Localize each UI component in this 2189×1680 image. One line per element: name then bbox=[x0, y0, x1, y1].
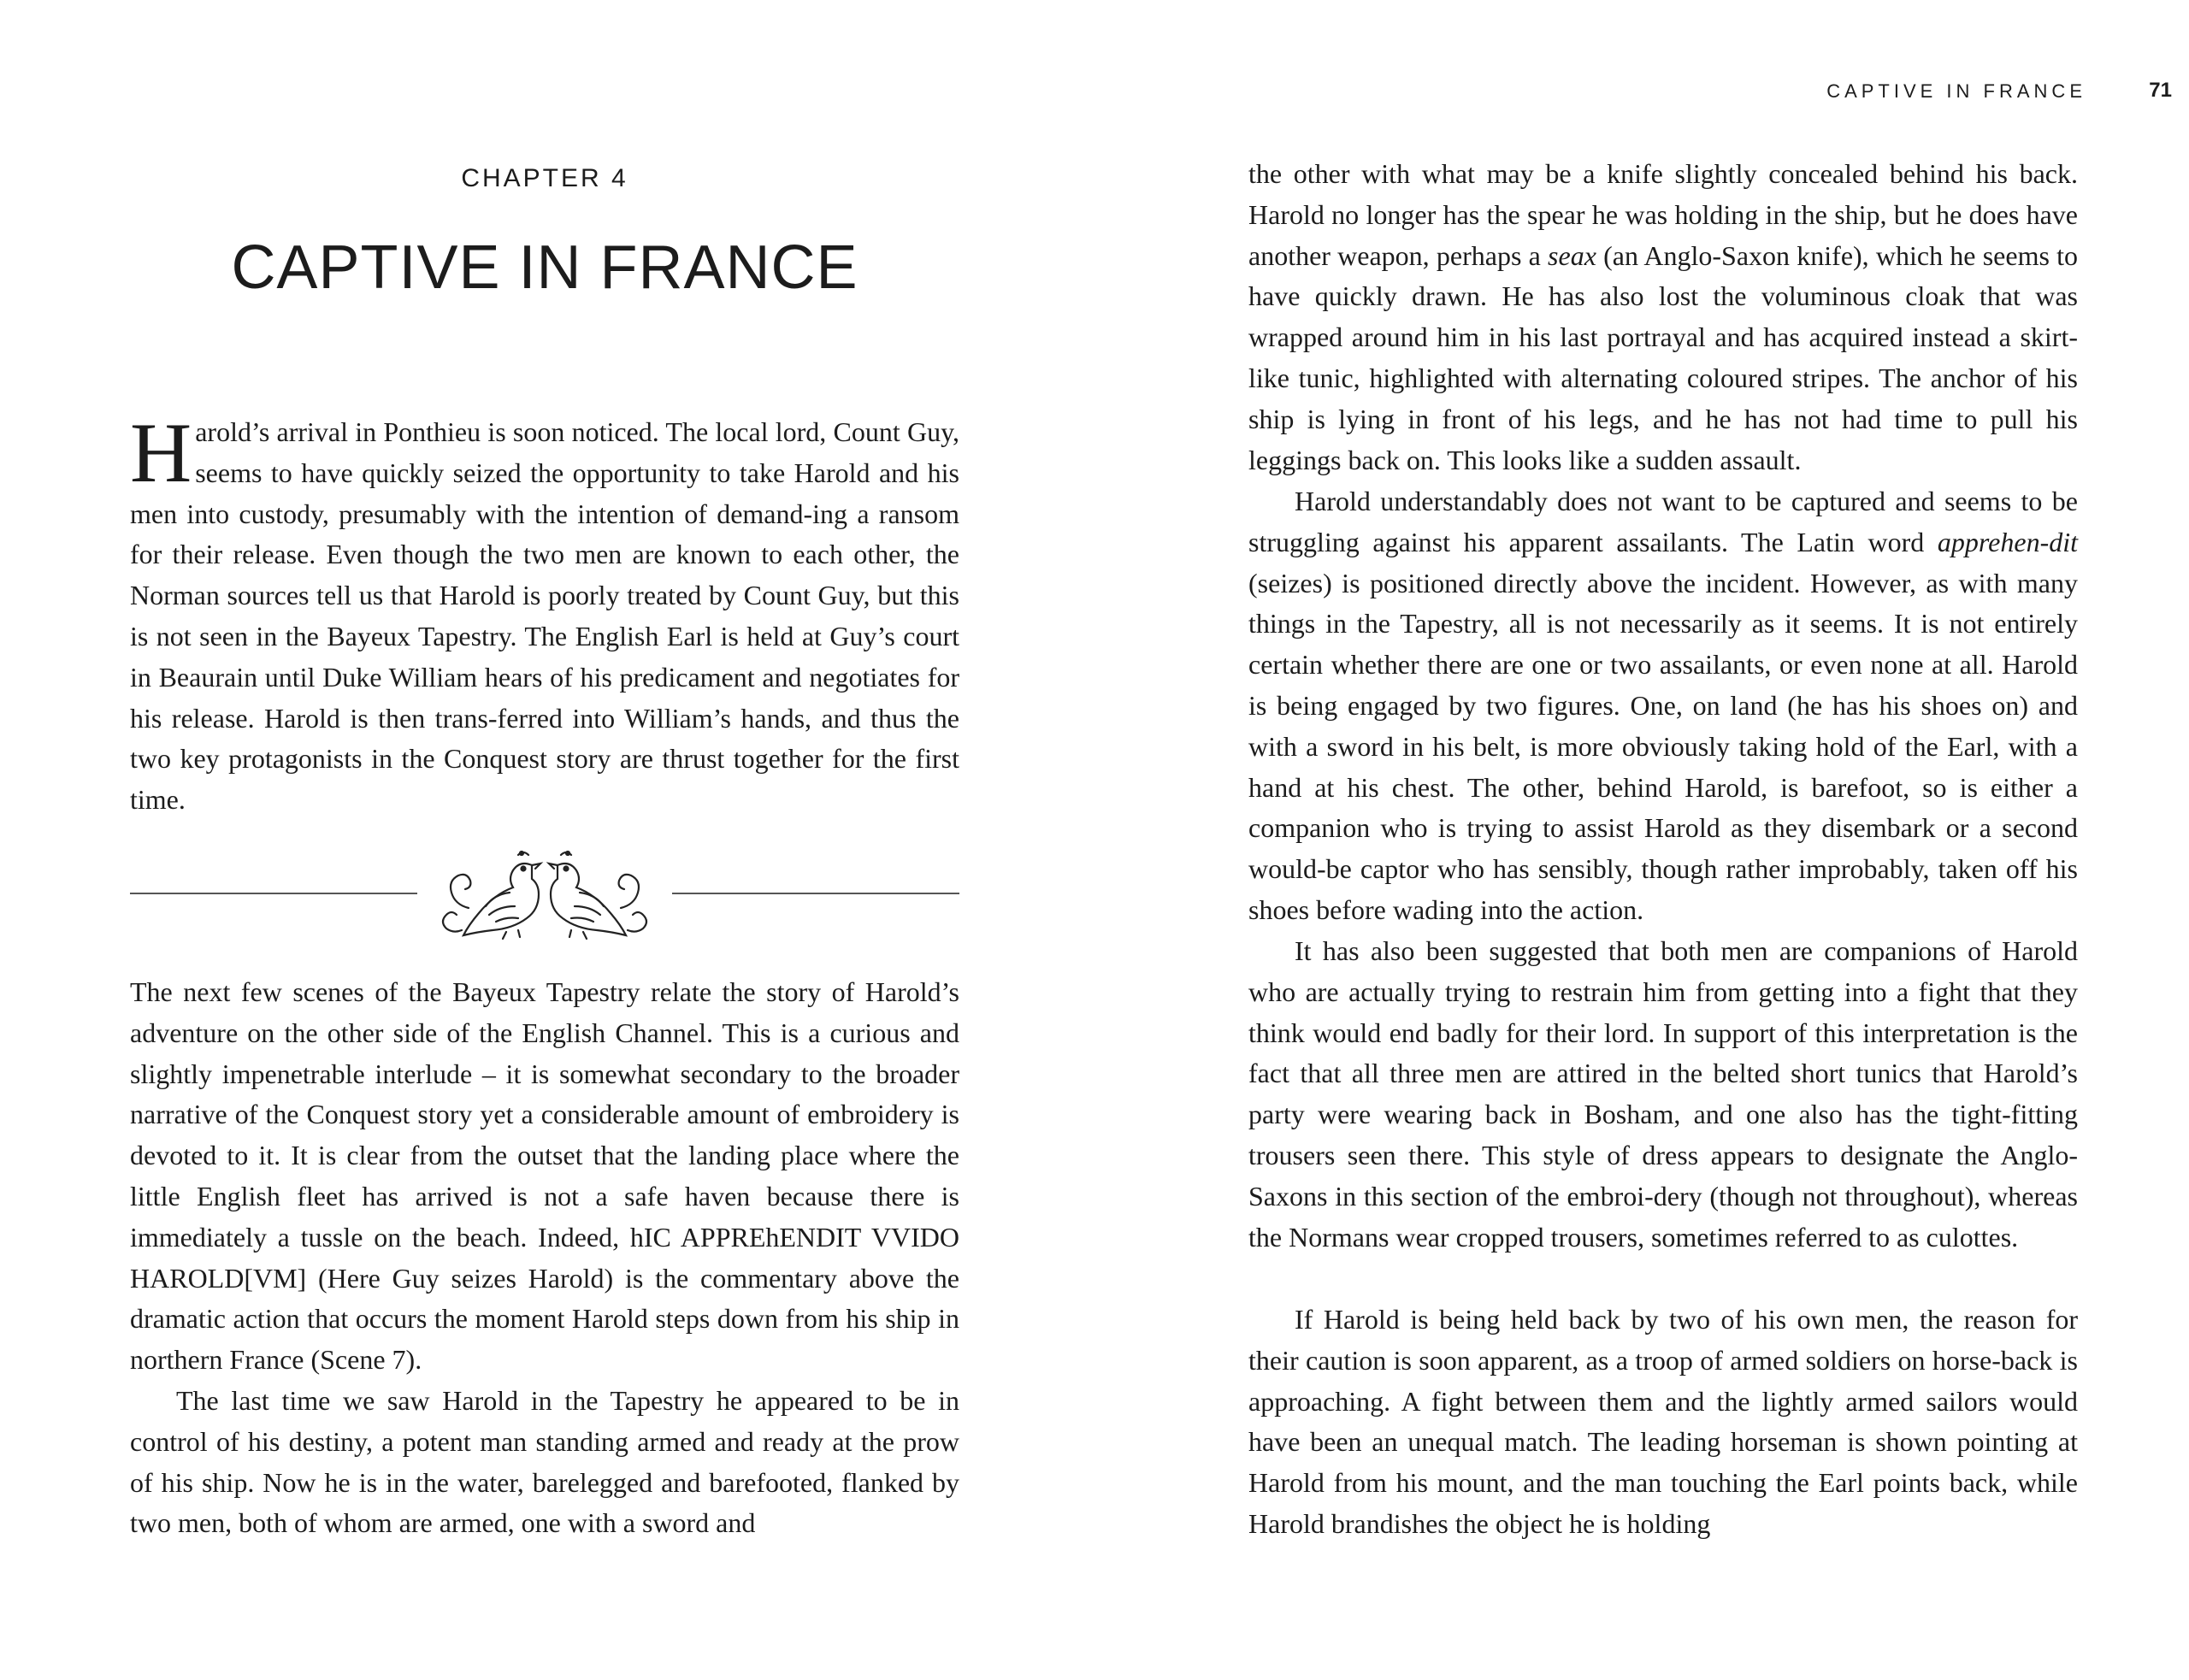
running-head: CAPTIVE IN FRANCE bbox=[1826, 80, 2086, 102]
opening-paragraph bbox=[130, 405, 959, 821]
text-run: (an Anglo-Saxon knife), which he seems to have quickly drawn. He has also lost the voluminous cloak that was wrapped around him in his last portrayal and has acquired instead a skirt-like tunic, highlighted with alternating coloured stripes. The anchor of his ship is lying in front of his legs, and he has not had time to pull his leggings back on. This looks like a sudden assault. bbox=[1248, 239, 2079, 475]
section-break-ornament bbox=[130, 846, 959, 940]
text-run: the other with what may be a knife slightly concealed behind his back. Harold no longer has the spear he was holding in the ship, but he does have another weapon, perhaps a bbox=[1248, 158, 2078, 271]
ornament-rule-left bbox=[130, 893, 417, 894]
body-paragraph: The next few scenes of the Bayeux Tapestry relate the story of Harold’s adventure on the other side of the English Channel. This is a curious and slightly impenetrable interlude – it is somewhat secondary to the broader narrative of the Conquest story yet a considerable amount of embroidery is devoted to it. It is clear from the outset that the landing place where the little English fleet has arrived is not a safe haven because there is immediately a tussle on the beach. Indeed, hIC APPREhENDIT VVIDO HAROLD[VM] (Here Guy seizes Harold) is the commentary above the dramatic action that occurs the moment Harold steps down from his ship in northern France (Scene 7). bbox=[130, 976, 959, 1376]
page-number: 71 bbox=[2149, 79, 2172, 102]
drop-cap: H bbox=[130, 405, 192, 500]
chapter-label: CHAPTER 4 bbox=[461, 164, 628, 192]
body-paragraph: The last time we saw Harold in the Tapestry he appeared to be in control of his destiny, a potent man standing armed and ready at the prow of his ship. Now he is in the water, barelegged and barefooted, flanked by two men, both of whom are armed, one with a sword and bbox=[130, 1385, 959, 1539]
body-paragraph bbox=[1248, 481, 2078, 931]
italic-term: apprehen-dit bbox=[1937, 526, 2078, 557]
opening-paragraph-text: arold’s arrival in Ponthieu is soon noticed. The local lord, Count Guy, seems to have quickly seized the opportunity to take Harold and his men into custody, presumably with the intention of demand-ing a ransom for their release. Even though the two men are known to each other, the Norman sources tell us that Harold is poorly treated by Count Guy, but this is not seen in the Bayeux Tapestry. The English Earl is held at Guy’s court in Beaurain until Duke William hears of his predicament and negotiates for his release. Harold is then trans-ferred into William’s hands, and thus the two key protagonists in the Conquest story are thrust together for the first time. bbox=[130, 416, 959, 816]
left-page bbox=[0, 0, 1094, 1680]
text-run: (seizes) is positioned directly above the incident. However, as with many things in the Tapestry, all is not necessarily as it seems. It is not entirely certain whether there are one or two assailants, or even none at all. Harold is being engaged by two figures. One, on land (he has his shoes on) and with a sword in his belt, is more obviously taking hold of the Earl, with a hand at his chest. The other, behind Harold, is barefoot, so is either a companion who is trying to assist Harold as they disembark or a second would-be captor who has sensibly, though rather improbably, taken off his shoes before wading into the action. bbox=[1248, 567, 2078, 925]
body-paragraph bbox=[1248, 154, 2078, 480]
italic-term: seax bbox=[1548, 239, 1596, 271]
body-paragraph: It has also been suggested that both men are companions of Harold who are actually trying to restrain him from getting into a fight that they think would end badly for their lord. In support of this interpretation is the fact that all three men are attired in the belted short tunics that Harold’s party were wearing back in Bosham, and one also has the tight-fitting trousers seen there. This style of dress appears to designate the Anglo-Saxons in this section of the embroi-dery (though not throughout), whereas the Normans wear cropped trousers, sometimes referred to as culottes. bbox=[1248, 935, 2078, 1253]
chapter-title: CAPTIVE IN FRANCE bbox=[231, 233, 858, 302]
text-run: Harold understandably does not want to be captured and seems to be struggling against his apparent assailants. The Latin word bbox=[1248, 486, 2078, 557]
ornament-rule-right bbox=[672, 893, 959, 894]
body-paragraph: If Harold is being held back by two of his own men, the reason for their caution is soon apparent, as a troop of armed soldiers on horse-back is approaching. A fight between them and the lightly armed sailors would have been an unequal match. The leading horseman is shown pointing at Harold from his mount, and the man touching the Earl points back, while Harold brandishes the object he is holding bbox=[1248, 1304, 2078, 1539]
facing-birds-ornament-icon bbox=[429, 846, 660, 940]
